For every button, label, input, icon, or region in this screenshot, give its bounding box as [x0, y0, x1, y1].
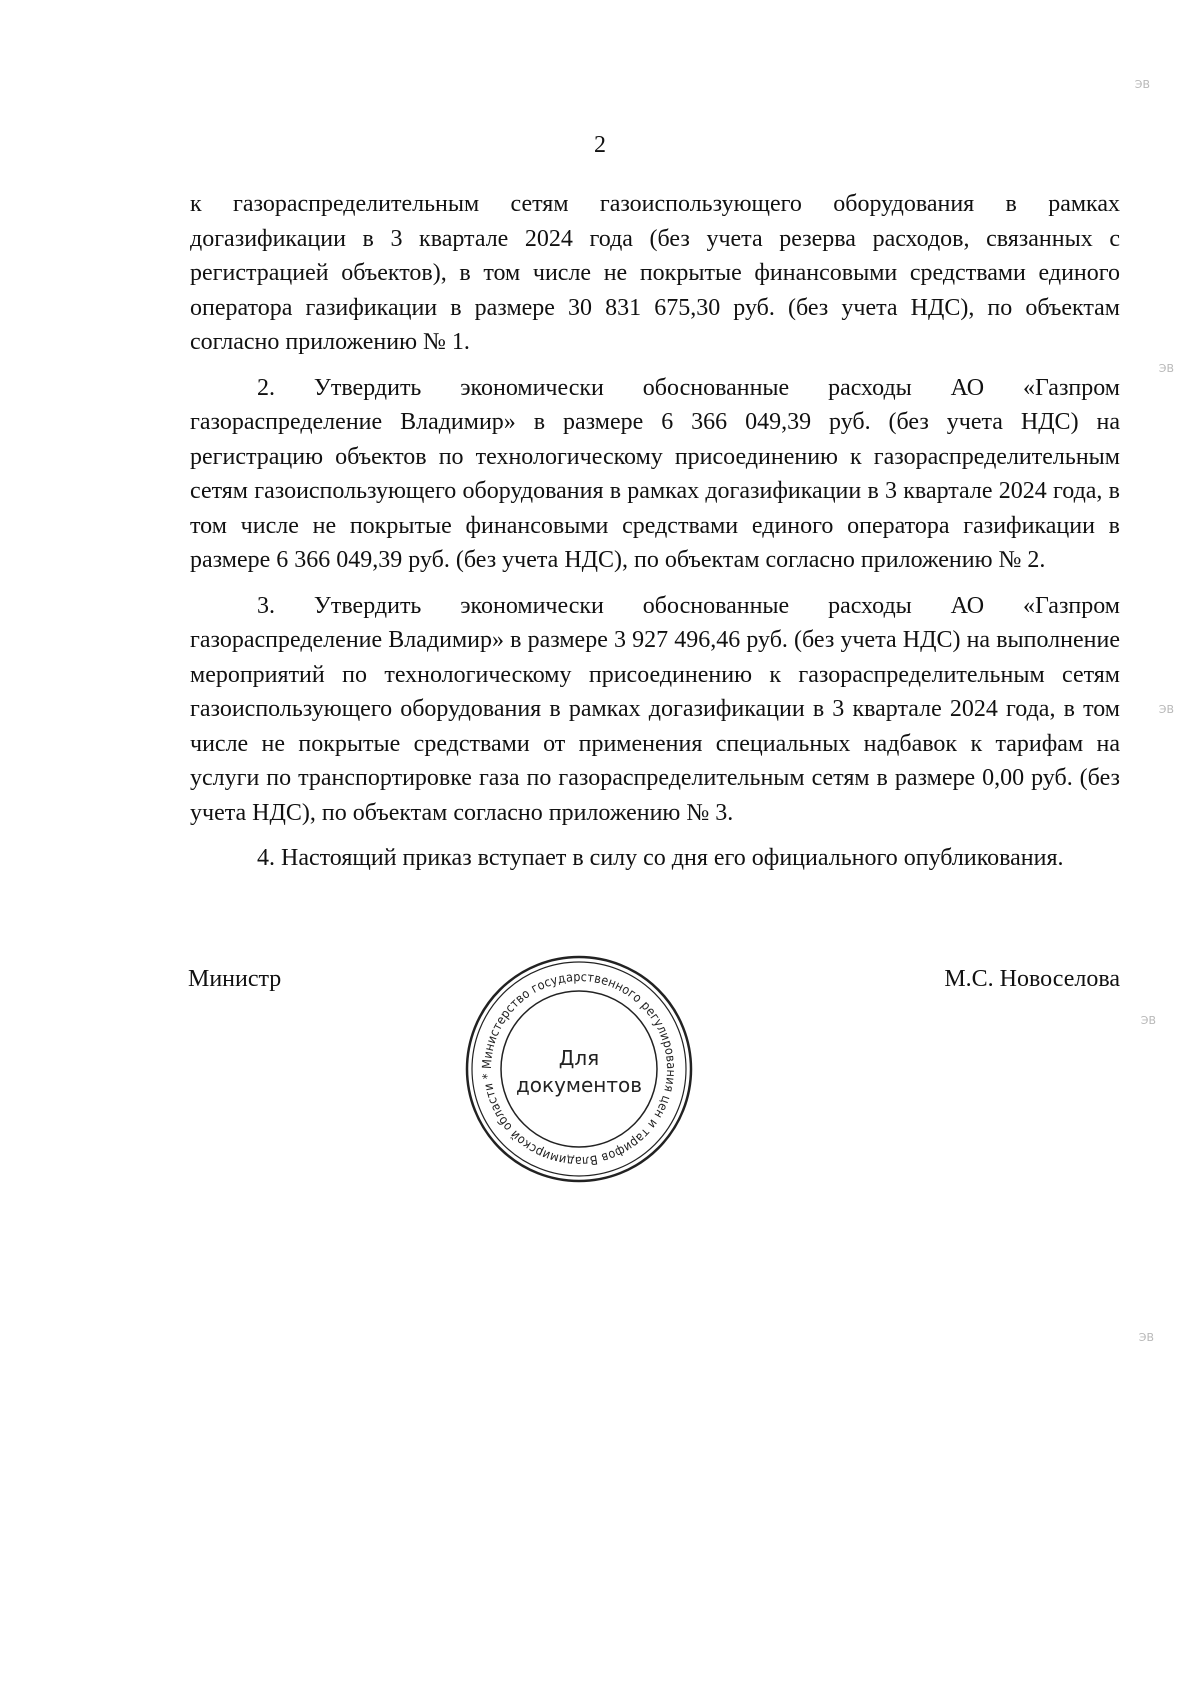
paragraph-continuation: к газораспределительным сетям газоиспользующего оборудования в рамках догазификации в 3 квартале 2024 года (без учета резерва расходов, связанных с регистрацией объектов), в том числе не покрытые финансовыми средствами единого оператора газификации в размере 30 831 675,30 руб. (без учета НДС), по объектам согласно приложению № 1. [190, 191, 1120, 355]
page-number: 2 [594, 132, 606, 158]
stamp-center-line2: документов [515, 1073, 643, 1097]
scan-edge-mark: ЭВ [1140, 1014, 1156, 1027]
paragraph-item-2: 2. Утвердить экономически обоснованные расходы АО «Газпром газораспределение Владимир» в размере 6 366 049,39 руб. (без учета НДС) на регистрацию объектов по технологическому присоединению к газораспределительным сетям газоиспользующего оборудования в рамках догазификации в 3 квартале 2024 года, в том числе не покрытые финансовыми средствами единого оператора газификации в размере 6 366 049,39 руб. (без учета НДС), по объектам согласно приложению № 2. [190, 374, 1120, 573]
scan-edge-mark: ЭВ [1158, 362, 1174, 375]
scan-edge-mark: ЭВ [1158, 703, 1174, 716]
stamp-center-line1: Для [558, 1046, 600, 1070]
signatory-name: М.С. Новоселова [944, 966, 1120, 992]
stamp-ring-text: Министерство государственного регулирования цен и тарифов Владимирской области * [478, 968, 680, 1170]
signatory-title: Министр [188, 966, 282, 992]
paragraph-item-4: 4. Настоящий приказ вступает в силу со дня его официального опубликования. [257, 845, 1064, 871]
scan-edge-mark: ЭВ [1138, 1331, 1154, 1344]
document-body [190, 187, 1120, 876]
official-stamp [462, 952, 696, 1186]
scan-edge-mark: ЭВ [1134, 78, 1150, 91]
paragraph-item-3: 3. Утвердить экономически обоснованные расходы АО «Газпром газораспределение Владимир» в размере 3 927 496,46 руб. (без учета НДС) на выполнение мероприятий по технологическому присоединению к газораспределительным сетям газоиспользующего оборудования в рамках догазификации в 3 квартале 2024 года, в том числе не покрытые средствами от применения специальных надбавок к тарифам на услуги по транспортировке газа по газораспределительным сетям в размере 0,00 руб. (без учета НДС), по объектам согласно приложению № 3. [190, 592, 1120, 826]
